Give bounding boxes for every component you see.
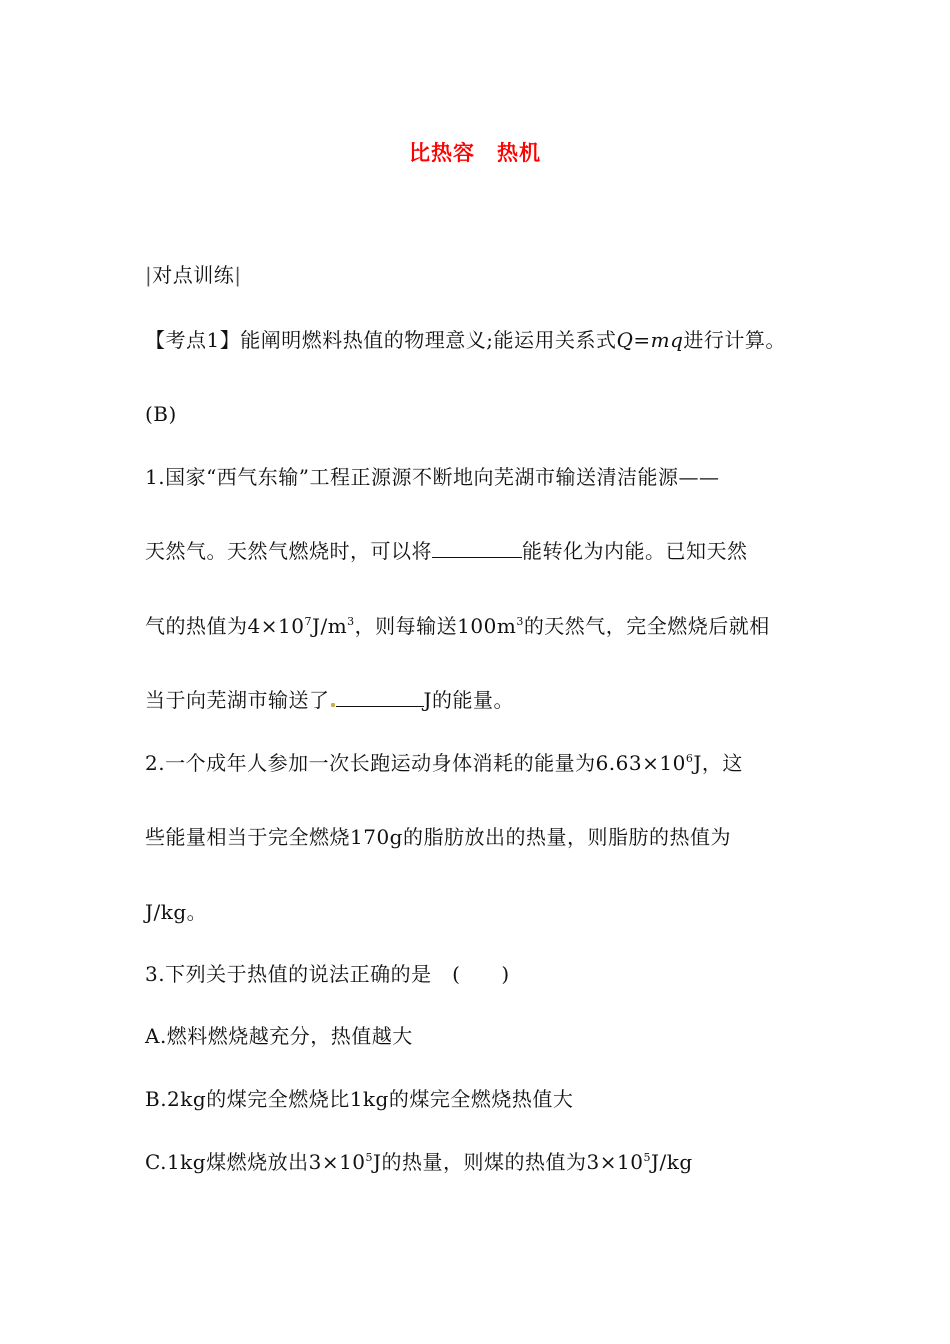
q2-line-2: 些能量相当于完全燃烧170g的脂肪放出的热量，则脂肪的热值为 xyxy=(145,825,731,849)
answer-blank-1[interactable] xyxy=(432,539,522,558)
kaodian-line: 【考点1】能阐明燃料热值的物理意义;能运用关系式Q=mq进行计算。 xyxy=(145,328,786,352)
section-label-text: 对点训练 xyxy=(152,263,235,287)
q3-stem: 3.下列关于热值的说法正确的是 ( ) xyxy=(145,962,510,986)
q1-line-3: 气的热值为$4\times 10^7J/m^3$，则每输送$100m^3$的天然气，完全燃烧后就相 xyxy=(145,614,770,638)
title-part-1: 比热容 xyxy=(409,141,475,165)
q1-line-4: 当于向芜湖市输送了 J的能量。 xyxy=(145,688,515,712)
q3-option-a: A.燃料燃烧越充分，热值越大 xyxy=(145,1024,413,1048)
title-part-2: 热机 xyxy=(497,141,541,165)
level-label: (B) xyxy=(145,402,177,426)
q3-option-b: B.2kg的煤完全燃烧比1kg的煤完全燃烧热值大 xyxy=(145,1087,574,1111)
page-title xyxy=(0,137,950,167)
q2-line-1: 2.一个成年人参加一次长跑运动身体消耗的能量为$6.63\times 10^6J$，这 xyxy=(145,751,743,775)
q1-line-1: 1.国家“西气东输”工程正源源不断地向芜湖市输送清洁能源—— xyxy=(145,465,720,489)
marker-dot xyxy=(331,703,335,707)
q1-line-2: 天然气。天然气燃烧时，可以将 能转化为内能。已知天然 xyxy=(145,539,748,563)
section-label: |对点训练| xyxy=(145,263,242,287)
answer-blank-2[interactable] xyxy=(336,688,424,707)
q3-option-c: C.1kg煤燃烧放出$3\times 10^5J$的热量，则煤的热值为$3\times 10^5J/kg$ xyxy=(145,1150,693,1174)
q2-line-3: J/kg。 xyxy=(145,900,208,924)
